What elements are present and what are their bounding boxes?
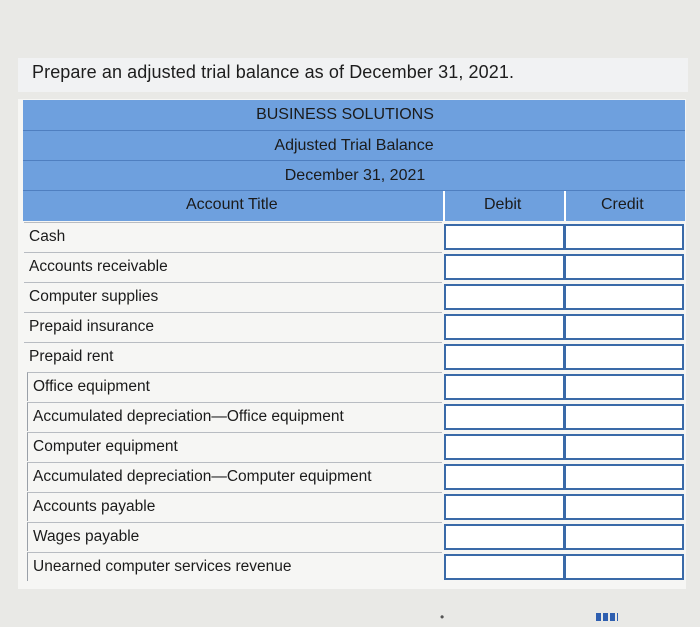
account-title-row: Computer equipment <box>27 432 442 461</box>
question-prompt: Prepare an adjusted trial balance as of December 31, 2021. <box>32 62 515 82</box>
debit-input[interactable] <box>444 494 564 520</box>
account-title-row: Prepaid insurance <box>24 312 442 341</box>
debit-input[interactable] <box>444 464 564 490</box>
credit-input[interactable] <box>564 314 684 340</box>
debit-input[interactable] <box>444 344 564 370</box>
credit-input[interactable] <box>564 464 684 490</box>
header-divider <box>23 190 685 191</box>
debit-input[interactable] <box>444 224 564 250</box>
account-title-row: Accounts payable <box>27 492 442 521</box>
debit-input[interactable] <box>444 404 564 430</box>
account-title-row: Office equipment <box>27 372 442 401</box>
credit-header: Credit <box>601 196 644 213</box>
account-title-row: Cash <box>24 222 442 251</box>
debit-input[interactable] <box>444 524 564 550</box>
debit-input[interactable] <box>444 254 564 280</box>
credit-input[interactable] <box>564 434 684 460</box>
debit-input[interactable] <box>444 374 564 400</box>
debit-input[interactable] <box>444 314 564 340</box>
account-title-row: Accumulated depreciation—Office equipment <box>27 402 442 431</box>
account-title-row: Prepaid rent <box>24 342 442 371</box>
scroll-hint: • <box>440 610 445 624</box>
credit-input[interactable] <box>564 524 684 550</box>
header-divider <box>23 130 685 131</box>
debit-header: Debit <box>484 196 522 213</box>
credit-input[interactable] <box>564 254 684 280</box>
column-separator <box>443 191 445 221</box>
account-title-row: Accounts receivable <box>24 252 442 281</box>
credit-input[interactable] <box>564 224 684 250</box>
debit-input[interactable] <box>444 434 564 460</box>
account-title-row: Accumulated depreciation—Computer equipment <box>27 462 442 491</box>
header-divider <box>23 160 685 161</box>
statement-date: December 31, 2021 <box>284 167 426 184</box>
credit-input[interactable] <box>564 404 684 430</box>
credit-input[interactable] <box>564 284 684 310</box>
account-title-row: Wages payable <box>27 522 442 551</box>
credit-input[interactable] <box>564 374 684 400</box>
account-title-row: Computer supplies <box>24 282 442 311</box>
pagination-dots-icon[interactable] <box>596 613 618 621</box>
company-name: BUSINESS SOLUTIONS <box>256 106 434 123</box>
credit-input[interactable] <box>564 554 684 580</box>
credit-input[interactable] <box>564 344 684 370</box>
statement-title: Adjusted Trial Balance <box>274 137 434 154</box>
account-title-header: Account Title <box>186 196 278 213</box>
debit-input[interactable] <box>444 284 564 310</box>
column-separator <box>564 191 566 221</box>
account-title-row: Unearned computer services revenue <box>27 552 442 581</box>
debit-input[interactable] <box>444 554 564 580</box>
credit-input[interactable] <box>564 494 684 520</box>
